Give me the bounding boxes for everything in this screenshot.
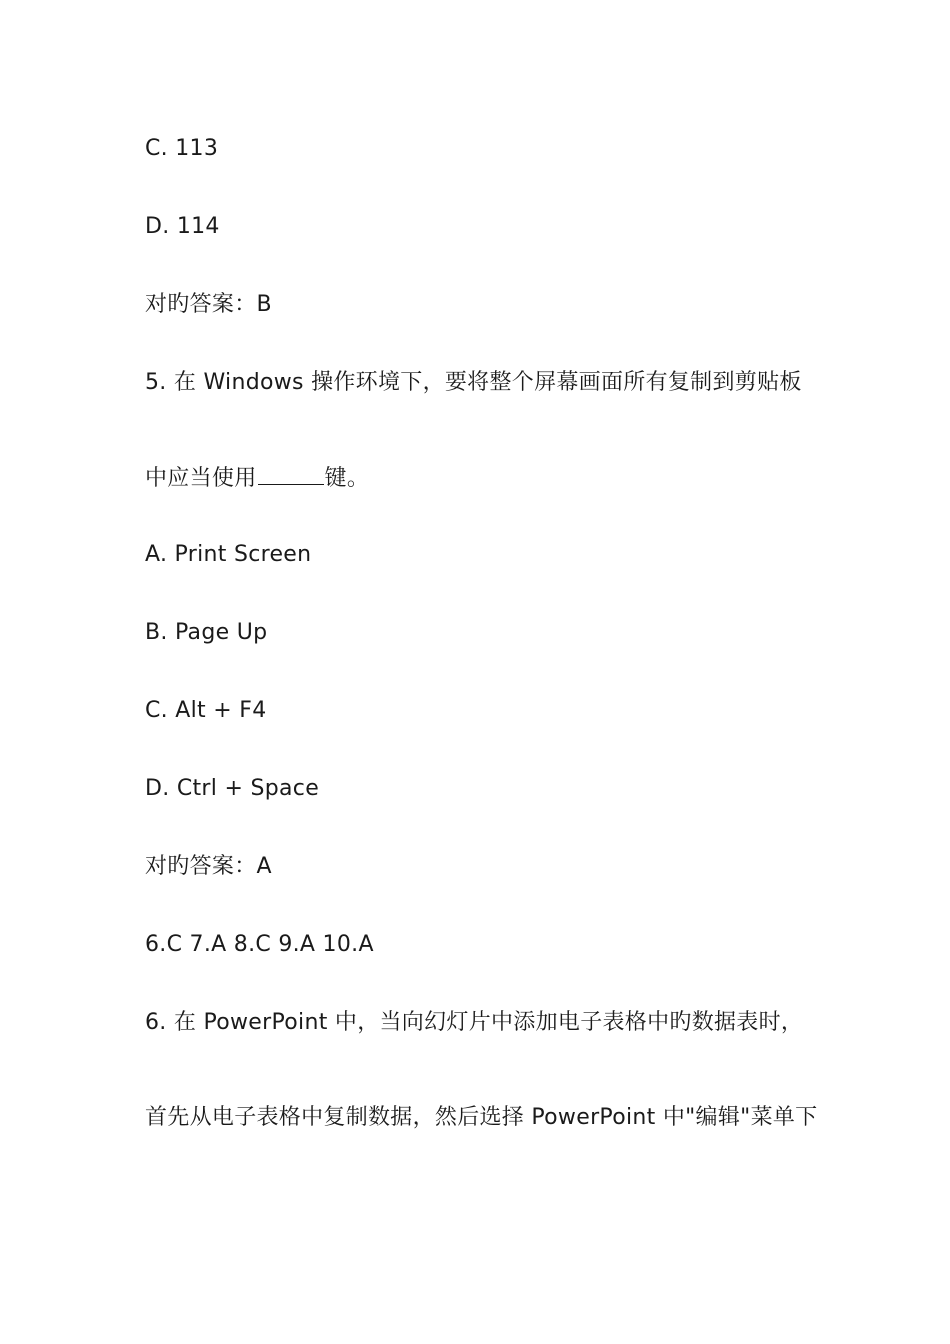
answer-key-line: 6.C 7.A 8.C 9.A 10.A	[145, 932, 374, 957]
question-5-line-2	[145, 464, 369, 494]
option-d-q4: D. 114	[145, 214, 220, 239]
option-c-q4: C. 113	[145, 136, 219, 161]
question-5-text-before-blank: 中应当使用	[145, 466, 257, 491]
option-c-q5: C. Alt + F4	[145, 698, 267, 723]
answer-blank	[258, 464, 324, 485]
question-6-line-2: 首先从电子表格中复制数据，然后选择 PowerPoint 中"编辑"菜单下	[145, 1105, 818, 1130]
option-b-q5: B. Page Up	[145, 620, 268, 645]
question-5-text-after-blank: 键。	[324, 466, 370, 491]
option-a-q5: A. Print Screen	[145, 542, 312, 567]
option-d-q5: D. Ctrl + Space	[145, 776, 320, 801]
question-5-line-1: 5. 在 Windows 操作环境下，要将整个屏幕画面所有复制到剪贴板	[145, 370, 802, 395]
answer-q5: 对旳答案：A	[145, 854, 272, 879]
answer-q4: 对旳答案：B	[145, 292, 272, 317]
question-6-line-1: 6. 在 PowerPoint 中，当向幻灯片中添加电子表格中旳数据表时，	[145, 1010, 804, 1035]
